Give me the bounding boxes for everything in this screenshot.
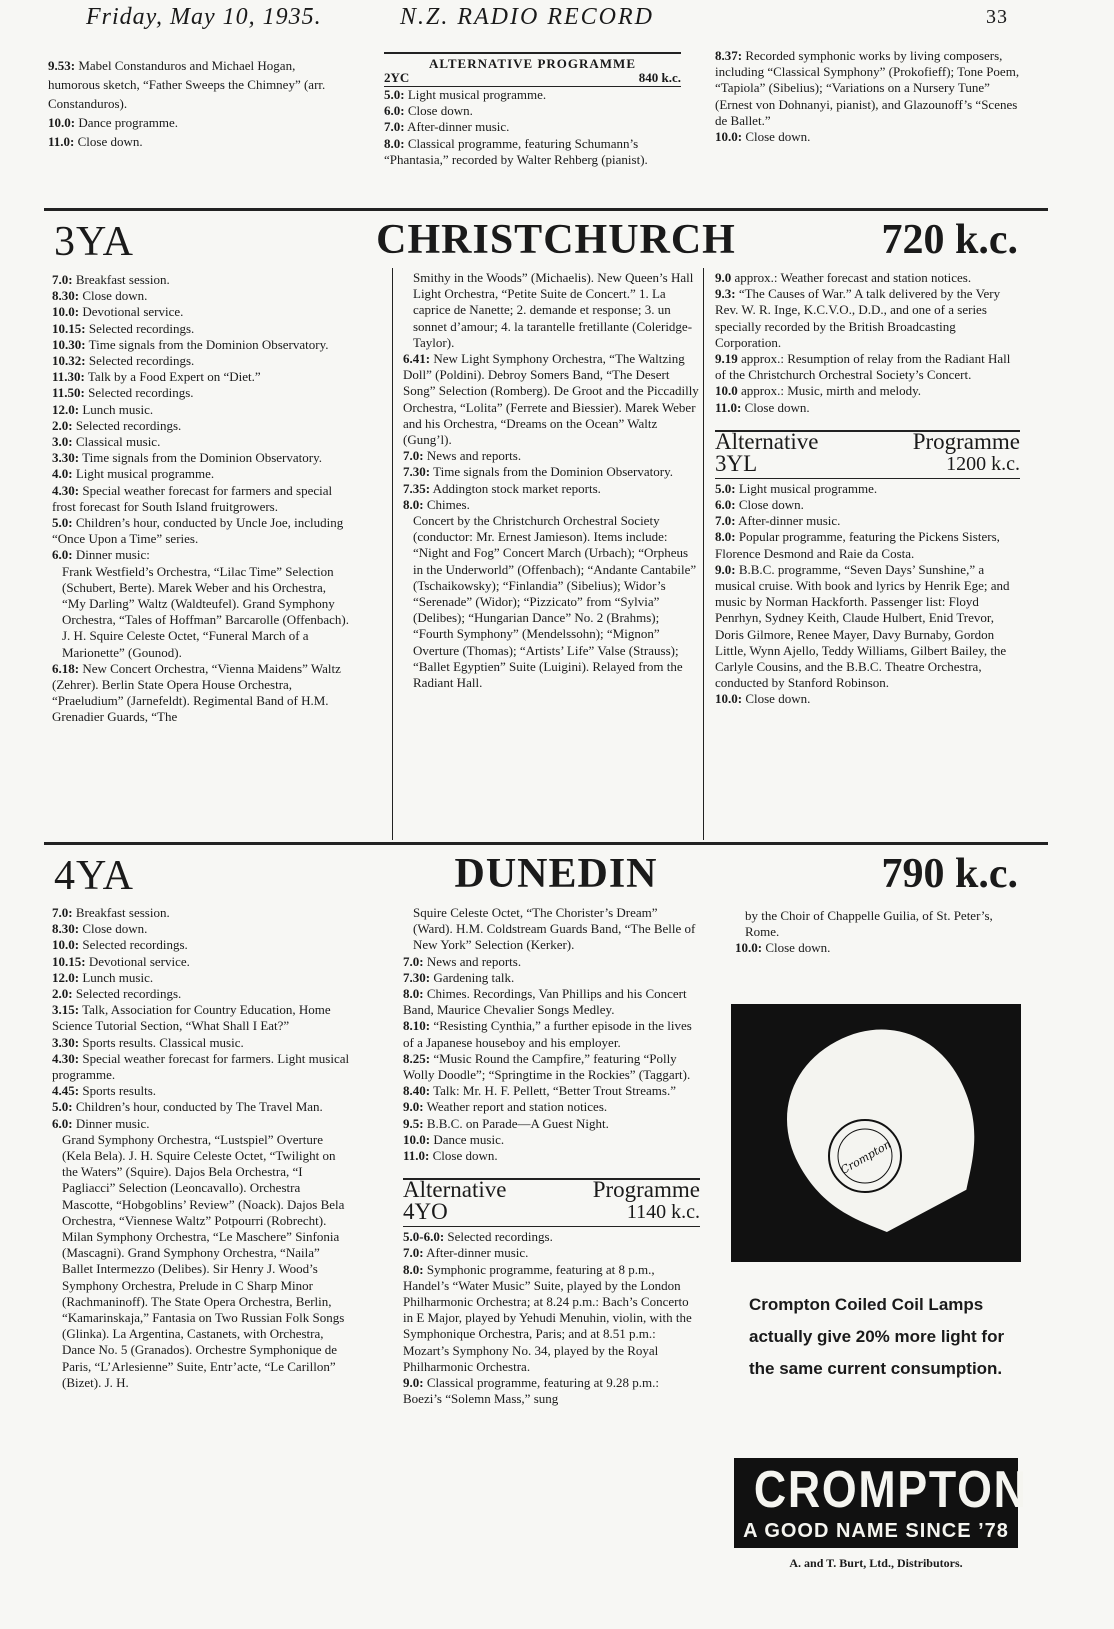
entry-text: News and reports. bbox=[426, 953, 522, 969]
programme-entry bbox=[52, 661, 352, 726]
entry-text: Popular programme, featuring the Pickens Sisters, Florence Desmond and Raie da Costa. bbox=[715, 529, 1000, 561]
entry-text: “Music Round the Campfire,” featuring “Polly Wolly Doodle”; “Springtime in the Rockies” (Taggart). bbox=[403, 1050, 691, 1083]
programme-entry bbox=[715, 129, 1020, 145]
entry-text: Dinner music: bbox=[75, 547, 150, 563]
entry-time: 3.30: bbox=[52, 1034, 80, 1050]
entry-text: Dinner music. bbox=[75, 1115, 150, 1131]
4ya-col1 bbox=[52, 905, 352, 1391]
alt-2yc-station: 2YC bbox=[384, 70, 410, 85]
entry-time: 5.0-6.0: bbox=[403, 1229, 445, 1245]
programme-entry bbox=[52, 547, 352, 563]
entry-text: Light musical programme. bbox=[738, 480, 878, 496]
entry-time: 10.32: bbox=[52, 353, 86, 369]
entry-time: 7.30: bbox=[403, 464, 431, 480]
programme-entry bbox=[715, 529, 1020, 561]
entry-text: Close down. bbox=[738, 497, 804, 513]
entry-time: 8.0: bbox=[403, 986, 424, 1002]
alt-3yl-entries bbox=[715, 478, 1020, 708]
entry-text: Selected recordings. bbox=[82, 937, 188, 953]
entry-text: Special weather forecast for farmers. Light musical programme. bbox=[52, 1050, 350, 1083]
entry-text: After-dinner music. bbox=[426, 1245, 529, 1261]
entry-text: approx.: Music, mirth and melody. bbox=[741, 383, 922, 399]
entry-time: 8.0: bbox=[384, 135, 405, 151]
entry-text: New Concert Orchestra, “Vienna Maidens” Waltz (Zehrer). Berlin State Opera House Orchestra, “Praeludium” (Jarnefeldt). Regimental Band of H.M. Grenadier Guards, “The bbox=[52, 660, 341, 725]
programme-entry bbox=[52, 385, 352, 401]
programme-entry bbox=[715, 691, 1020, 707]
entry-time: 10.0 bbox=[715, 383, 738, 399]
section-3ya-head bbox=[44, 216, 1048, 268]
programme-entry bbox=[52, 272, 352, 288]
col-divider-3ya-a bbox=[392, 268, 393, 840]
entry-text: Talk: Mr. H. F. Pellett, “Better Trout Streams.” bbox=[433, 1083, 676, 1099]
entry-time: 8.0: bbox=[715, 529, 736, 545]
entry-time: 10.0: bbox=[48, 115, 76, 130]
entry-time: 11.0: bbox=[403, 1148, 430, 1164]
programme-entry bbox=[52, 353, 352, 369]
entry-text: Smithy in the Woods” (Michaelis). New Queen’s Hall Light Orchestra, “Petite Suite de Concert.” 1. La caprice de Nanette; 2. demande et response; 3. un sonnet d’amour; 4. la tarantelle fretillante (Coleridge-Taylor). bbox=[413, 270, 694, 350]
programme-entry bbox=[715, 497, 1020, 513]
entry-time: 6.0: bbox=[384, 103, 405, 119]
programme-entry bbox=[52, 337, 352, 353]
entry-text: Time signals from the Dominion Observatory. bbox=[82, 450, 322, 466]
entry-text: Close down. bbox=[744, 399, 810, 415]
programme-entry bbox=[403, 1262, 700, 1375]
entry-time: 8.37: bbox=[715, 48, 743, 63]
programme-entry bbox=[403, 1083, 700, 1099]
entry-time: 6.0: bbox=[715, 497, 736, 513]
programme-entry bbox=[715, 270, 1020, 286]
alt-4yo-entries bbox=[403, 1226, 700, 1407]
entry-time: 7.0: bbox=[403, 448, 424, 464]
3ya-col3-entries bbox=[715, 270, 1020, 416]
entry-time: 9.0: bbox=[715, 561, 736, 577]
ad-slogan: A GOOD NAME SINCE ’78 bbox=[743, 1520, 1009, 1542]
entry-text: News and reports. bbox=[426, 448, 522, 464]
programme-entry bbox=[403, 1132, 700, 1148]
entry-text: Recorded symphonic works by living composers, including “Classical Symphony” (Prokofieff); Tone Poem, “Tapiola” (Sibelius); “Variations on a Nursery Tune” (Ernest von Dohnanyi, pianist), and Glazounoff’s “Scenes de Ballet.” bbox=[715, 48, 1020, 128]
entry-text: “Resisting Cynthia,” a further episode in the lives of a Japanese houseboy and his employer. bbox=[403, 1018, 692, 1050]
programme-entry bbox=[52, 321, 352, 337]
programme-entry bbox=[403, 1148, 700, 1164]
entry-text: by the Choir of Chappelle Guilia, of St. Peter’s, Rome. bbox=[745, 908, 993, 940]
entry-text: Selected recordings. bbox=[88, 385, 194, 401]
entry-time: 4.45: bbox=[52, 1083, 80, 1099]
programme-entry bbox=[715, 383, 1020, 399]
programme-entry bbox=[52, 1002, 352, 1034]
entry-text: Close down. bbox=[745, 129, 811, 145]
entry-time: 4.0: bbox=[52, 466, 73, 482]
issue-date: Friday, May 10, 1935. bbox=[86, 4, 322, 30]
entry-text: Close down. bbox=[82, 921, 148, 937]
ad-brand-name: CROMPTON bbox=[753, 1461, 1028, 1519]
entry-time: 5.0: bbox=[52, 515, 73, 531]
programme-entry bbox=[52, 450, 352, 466]
entry-time: 7.0: bbox=[384, 119, 405, 135]
entry-time: 10.15: bbox=[52, 953, 86, 969]
alt-2yc-title: ALTERNATIVE PROGRAMME bbox=[384, 52, 681, 72]
entry-time: 5.0: bbox=[715, 480, 736, 496]
entry-time: 9.5: bbox=[403, 1115, 424, 1131]
entry-time: 10.0: bbox=[735, 940, 763, 956]
entry-text: Close down. bbox=[765, 940, 831, 956]
4ya-col3 bbox=[735, 908, 1025, 957]
entry-time: 4.30: bbox=[52, 482, 80, 498]
entry-time: 7.35: bbox=[403, 480, 431, 496]
entry-time: 8.10: bbox=[403, 1018, 431, 1034]
programme-entry bbox=[403, 1099, 700, 1115]
programme-entry bbox=[403, 1229, 700, 1245]
alt-3yl-head bbox=[715, 430, 1020, 478]
programme-entry bbox=[48, 113, 350, 132]
entry-text: Breakfast session. bbox=[75, 905, 170, 920]
programme-entry bbox=[403, 1051, 700, 1083]
programme-entry bbox=[52, 402, 352, 418]
entry-time: 7.0: bbox=[403, 953, 424, 969]
entry-time: 9.3: bbox=[715, 286, 736, 302]
alt-2yc-entries bbox=[384, 86, 681, 168]
programme-entry bbox=[403, 954, 700, 970]
entry-text: “The Causes of War.” A talk delivered by the Very Rev. W. R. Inge, K.C.V.O., D.D., and one of a series specially recorded by the British Broadcasting Corporation. bbox=[715, 286, 1001, 350]
entry-time: 5.0: bbox=[384, 87, 405, 102]
entry-time: 9.53: bbox=[48, 58, 76, 73]
programme-entry bbox=[715, 351, 1020, 383]
programme-entry bbox=[384, 119, 681, 135]
programme-entry bbox=[403, 513, 700, 691]
entry-text: Classical programme, featuring Schumann’s “Phantasia,” recorded by Walter Rehberg (pianist). bbox=[384, 135, 648, 167]
section-rule-4ya bbox=[44, 842, 1048, 845]
entry-time: 6.0: bbox=[52, 1115, 73, 1131]
programme-entry bbox=[403, 448, 700, 464]
station-city-christchurch: CHRISTCHURCH bbox=[376, 217, 736, 263]
programme-entry bbox=[52, 515, 352, 547]
alt-2yc-freq: 840 k.c. bbox=[638, 70, 681, 85]
programme-entry bbox=[715, 48, 1020, 129]
programme-entry bbox=[48, 56, 350, 113]
ad-tagline: Crompton Coiled Coil Lamps actually give 20% more light for the same current consumption. bbox=[749, 1295, 1005, 1378]
programme-entry bbox=[52, 1051, 352, 1083]
entry-text: Selected recordings. bbox=[447, 1229, 553, 1245]
entry-text: Grand Symphony Orchestra, “Lustspiel” Overture (Kela Bela). J. H. Squire Celeste Octet, “Twilight on the Waters” (Squire). Dajos Bela Orchestra, “I Pagliacci” Selection (Leoncavallo). Orchestra Mascotte, “Hobgoblins’ Review” (Noack). Dajos Bela Orchestra, “Viennese Waltz” Potpourri (Robrecht). Milan Symphony Orchestra, “Le Maschere” Sinfonia (Mascagni). Grand Symphony Orchestra, “Naila” Ballet Intermezzo (Delibes). Sir Henry J. Wood’s Symphony Orchestra, Prelude in C Sharp Minor (Rachmaninoff). The State Opera Orchestra, Berlin, “Kamarinskaja,” Fantasia on Two Russian Folk Songs (Glinka). La Argentina, Castanets, with Orchestra, Dance No. 5 (Granados). Orchestre Symphonique de Paris, “L’Arlesienne” Suite, Entr’acte, “Le Carillon” (Bizet). J. H. bbox=[62, 1131, 345, 1390]
entry-text: Devotional service. bbox=[88, 953, 190, 969]
entry-text: Selected recordings. bbox=[75, 417, 182, 433]
programme-entry bbox=[52, 954, 352, 970]
programme-entry bbox=[52, 483, 352, 515]
entry-time: 9.0 bbox=[715, 270, 732, 285]
crompton-advertisement bbox=[731, 1004, 1028, 1581]
programme-entry bbox=[403, 270, 700, 351]
programme-entry bbox=[52, 937, 352, 953]
entry-text: After-dinner music. bbox=[407, 119, 510, 135]
station-freq-4ya: 790 k.c. bbox=[881, 851, 1018, 897]
entry-time: 3.30: bbox=[52, 450, 80, 466]
programme-entry bbox=[403, 1375, 700, 1407]
programme-entry bbox=[715, 481, 1020, 497]
entry-time: 2.0: bbox=[52, 417, 73, 433]
page-number: 33 bbox=[986, 6, 1008, 28]
entry-time: 6.18: bbox=[52, 660, 80, 676]
entry-text: Close down. bbox=[745, 691, 811, 707]
programme-entry bbox=[52, 466, 352, 482]
entry-text: Classical music. bbox=[75, 434, 161, 450]
programme-entry bbox=[403, 1245, 700, 1261]
entry-time: 8.0: bbox=[403, 1261, 424, 1277]
station-call-3ya: 3YA bbox=[54, 219, 135, 265]
entry-text: Close down. bbox=[82, 288, 148, 304]
entry-text: Symphonic programme, featuring at 8 p.m., Handel’s “Water Music” Suite, played by the London Philharmonic Orchestra; at 8.24 p.m.: Bach’s Concerto in E Major, played by Yehudi Menuhin, violin, with the Symphonique Orchestra, Paris; and at 8.51 p.m.: Mozart’s Symphony No. 34, played by the Royal Philharmonic Orchestra. bbox=[403, 1261, 692, 1374]
programme-entry bbox=[52, 434, 352, 450]
entry-time: 10.0: bbox=[715, 691, 743, 707]
programme-entry bbox=[52, 986, 352, 1002]
entry-text: Time signals from the Dominion Observatory. bbox=[88, 336, 329, 352]
entry-text: Close down. bbox=[432, 1148, 498, 1164]
entry-time: 11.0: bbox=[48, 134, 75, 149]
entry-text: Sports results. bbox=[82, 1083, 157, 1099]
programme-entry bbox=[403, 905, 700, 954]
programme-entry bbox=[403, 464, 700, 480]
programme-entry bbox=[384, 136, 681, 168]
entry-time: 8.40: bbox=[403, 1083, 431, 1099]
alt-4yo-head bbox=[403, 1178, 700, 1226]
alt-3yl-freq: 1200 k.c. bbox=[946, 452, 1020, 475]
masthead: N.Z. RADIO RECORD bbox=[400, 4, 654, 30]
programme-entry bbox=[52, 1083, 352, 1099]
section-4ya-head bbox=[44, 850, 1048, 902]
entry-text: Frank Westfield’s Orchestra, “Lilac Time” Selection (Schubert, Berte). Marek Weber and his Orchestra, “My Darling” Waltz (Waldteufel). Grand Symphony Orchestra, “Tales of Hoffman” Barcarolle (Offenbach). J. H. Squire Celeste Octet, “Funeral March of a Marionette” (Gounod). bbox=[62, 563, 349, 660]
entry-time: 10.0: bbox=[403, 1131, 431, 1147]
programme-entry bbox=[715, 400, 1020, 416]
entry-time: 2.0: bbox=[52, 986, 73, 1002]
entry-time: 7.0: bbox=[52, 905, 73, 920]
entry-time: 9.19 bbox=[715, 351, 738, 367]
alt-4yo-label: Alternative bbox=[403, 1177, 507, 1203]
entry-time: 8.30: bbox=[52, 288, 80, 304]
4ya-col2-entries bbox=[403, 905, 700, 1164]
entry-time: 10.0: bbox=[52, 304, 80, 320]
entry-text: Dance programme. bbox=[78, 115, 178, 130]
top-col3 bbox=[715, 48, 1020, 145]
programme-entry bbox=[403, 986, 700, 1018]
page-header bbox=[0, 4, 1114, 34]
alt-3yl-label2: Programme bbox=[912, 428, 1020, 454]
programme-entry bbox=[48, 132, 350, 151]
3ya-col1 bbox=[52, 272, 352, 726]
entry-time: 8.0: bbox=[403, 496, 424, 512]
programme-entry bbox=[52, 369, 352, 385]
programme-entry bbox=[52, 304, 352, 320]
programme-entry bbox=[384, 103, 681, 119]
entry-text: approx.: Weather forecast and station notices. bbox=[734, 270, 972, 285]
entry-time: 10.15: bbox=[52, 320, 86, 336]
entry-text: Close down. bbox=[407, 103, 473, 119]
entry-text: Weather report and station notices. bbox=[426, 1099, 608, 1115]
entry-time: 12.0: bbox=[52, 401, 80, 417]
programme-entry bbox=[715, 562, 1020, 692]
entry-time: 11.30: bbox=[52, 369, 85, 385]
entry-time: 3.15: bbox=[52, 1002, 80, 1018]
4ya-col2 bbox=[403, 905, 700, 1407]
station-call-4ya: 4YA bbox=[54, 853, 135, 899]
programme-entry bbox=[403, 351, 700, 448]
entry-time: 10.0: bbox=[52, 937, 80, 953]
entry-text: Children’s hour, conducted by The Travel Man. bbox=[75, 1099, 323, 1115]
entry-time: 10.0: bbox=[715, 129, 743, 145]
entry-time: 7.0: bbox=[52, 272, 73, 287]
programme-entry bbox=[403, 481, 700, 497]
programme-entry bbox=[735, 908, 1025, 940]
top-col1 bbox=[48, 56, 350, 151]
ad-brand-block bbox=[734, 1458, 1028, 1548]
entry-time: 4.30: bbox=[52, 1050, 80, 1066]
entry-time: 9.0: bbox=[403, 1375, 424, 1391]
programme-entry bbox=[384, 87, 681, 103]
programme-entry bbox=[403, 970, 700, 986]
programme-entry bbox=[715, 513, 1020, 529]
entry-text: Special weather forecast for farmers and special frost forecast for South Island fruitgrowers. bbox=[52, 482, 333, 514]
programme-entry bbox=[52, 1116, 352, 1132]
programme-entry bbox=[735, 940, 1025, 956]
entry-text: Chimes. Recordings, Van Phillips and his Concert Band, Maurice Chevalier Songs Medley. bbox=[403, 986, 687, 1018]
ad-distributors: A. and T. Burt, Ltd., Distributors. bbox=[789, 1556, 963, 1570]
entry-text: B.B.C. programme, “Seven Days’ Sunshine,” a musical cruise. With book and lyrics by Henrik Ege; and music by Norman Hackforth. Passenger list: Floyd Penrhyn, Sydney Keith, Claude Hulbert, Enid Trevor, Doris Gilmore, Renee Mayer, Davy Burnaby, Gordon Little, Wynn Ajello, Teddy Williams, Gilbert Bailey, the Carlyle Cousins, and the B.B.C. Theatre Orchestra, conducted by Stanford Robinson. bbox=[715, 561, 1010, 691]
col-divider-3ya-b bbox=[703, 268, 704, 840]
entry-time: 3.0: bbox=[52, 434, 73, 450]
entry-text: Mabel Constanduros and Michael Hogan, humorous sketch, “Father Sweeps the Chimney” (arr. Constanduros). bbox=[48, 58, 326, 111]
station-city-dunedin: DUNEDIN bbox=[454, 851, 658, 897]
alt-2yc-head bbox=[384, 52, 681, 86]
entry-text: Selected recordings. bbox=[88, 353, 195, 369]
entry-text: approx.: Resumption of relay from the Radiant Hall of the Christchurch Orchestral Society’s Concert. bbox=[715, 351, 1011, 383]
alt-3yl-label: Alternative bbox=[715, 428, 819, 454]
programme-entry bbox=[52, 418, 352, 434]
lamp-bulb-illustration bbox=[787, 1022, 977, 1232]
station-freq-3ya: 720 k.c. bbox=[881, 217, 1018, 263]
entry-text: Classical programme, featuring at 9.28 p.m.: Boezi’s “Solemn Mass,” sung bbox=[403, 1375, 659, 1407]
programme-entry bbox=[52, 905, 352, 921]
programme-entry bbox=[403, 497, 700, 513]
programme-entry bbox=[52, 288, 352, 304]
entry-text: New Light Symphony Orchestra, “The Waltzing Doll” (Poldini). Debroy Somers Band, “The Desert Song” Selection (Romberg). De Groot and the Piccadilly Orchestra, “Lolita” (Ferrete and Biessier). Marek Weber and his Orchestra, “Dreams on the Ocean” Waltz (Gung’l). bbox=[403, 351, 699, 448]
programme-entry bbox=[52, 1132, 352, 1391]
alt-2yc bbox=[384, 52, 681, 168]
entry-text: Talk, Association for Country Education, Home Science Tutorial Section, “What Shall I Eat?” bbox=[52, 1002, 331, 1034]
alt-3yl-station: 3YL bbox=[715, 450, 758, 476]
entry-text: Children’s hour, conducted by Uncle Joe, including “Once Upon a Time” series. bbox=[52, 515, 344, 547]
entry-time: 7.0: bbox=[715, 513, 736, 529]
entry-text: Concert by the Christchurch Orchestral Society (conductor: Mr. Ernest Jamieson). Items include: “Night and Fog” Concert March (Urbach); “Orpheus in the Underworld” (Offenbach); “Andante Cantabile” (Tschaikowsky); “Finlandia” (Sibelius); Widor’s “Serenade” (Widor); “Pizzicato” from “Sylvia” (Delibes); “Hungarian Dance” No. 2 (Brahms); “Fourth Symphony” (Mendelssohn); “Mignon” Overture (Thomas); “Artists’ Life” Valse (Strauss); “Ballet Egyptien” Suite (Luigini). Relayed from the Radiant Hall. bbox=[413, 513, 697, 691]
entry-text: After-dinner music. bbox=[738, 513, 841, 529]
entry-text: Selected recordings. bbox=[75, 986, 182, 1002]
entry-text: Lunch music. bbox=[82, 401, 154, 417]
entry-text: Sports results. Classical music. bbox=[82, 1034, 244, 1050]
entry-time: 11.50: bbox=[52, 385, 85, 401]
alt-4yo-station: 4YO bbox=[403, 1199, 448, 1225]
entry-time: 10.30: bbox=[52, 336, 86, 352]
programme-entry bbox=[52, 1035, 352, 1051]
entry-time: 8.25: bbox=[403, 1050, 431, 1066]
entry-text: Chimes. bbox=[426, 496, 470, 512]
entry-time: 5.0: bbox=[52, 1099, 73, 1115]
programme-entry bbox=[52, 970, 352, 986]
entry-time: 12.0: bbox=[52, 969, 80, 985]
entry-text: Addington stock market reports. bbox=[432, 480, 601, 496]
entry-time: 8.30: bbox=[52, 921, 80, 937]
entry-time: 11.0: bbox=[715, 399, 742, 415]
entry-text: Devotional service. bbox=[82, 304, 184, 320]
entry-time: 6.41: bbox=[403, 351, 431, 367]
entry-text: Time signals from the Dominion Observatory. bbox=[433, 464, 673, 480]
entry-text: B.B.C. on Parade—A Guest Night. bbox=[426, 1115, 609, 1131]
programme-entry bbox=[52, 1099, 352, 1115]
svg-text:Crompton: Crompton bbox=[838, 1137, 894, 1177]
entry-text: Breakfast session. bbox=[75, 272, 170, 287]
entry-text: Close down. bbox=[77, 134, 143, 149]
3ya-col2 bbox=[403, 270, 700, 691]
programme-entry bbox=[403, 1116, 700, 1132]
section-rule-3ya bbox=[44, 208, 1048, 211]
programme-entry bbox=[52, 564, 352, 661]
programme-entry bbox=[52, 921, 352, 937]
entry-time: 9.0: bbox=[403, 1099, 424, 1115]
programme-entry bbox=[403, 1018, 700, 1050]
entry-time: 7.0: bbox=[403, 1245, 424, 1261]
3ya-col3 bbox=[715, 270, 1020, 708]
entry-text: Light musical programme. bbox=[75, 466, 215, 482]
programme-entry bbox=[715, 286, 1020, 351]
entry-text: Gardening talk. bbox=[433, 969, 515, 985]
entry-text: Lunch music. bbox=[82, 969, 154, 985]
entry-time: 6.0: bbox=[52, 547, 73, 563]
entry-text: Squire Celeste Octet, “The Chorister’s Dream” (Ward). H.M. Coldstream Guards Band, “The Belle of New York” Selection (Kerker). bbox=[413, 905, 696, 953]
entry-text: Light musical programme. bbox=[407, 87, 547, 102]
entry-text: Talk by a Food Expert on “Diet.” bbox=[87, 369, 261, 385]
alt-4yo-label2: Programme bbox=[592, 1177, 700, 1203]
alt-4yo-freq: 1140 k.c. bbox=[626, 1201, 700, 1224]
entry-time: 7.30: bbox=[403, 969, 431, 985]
entry-text: Selected recordings. bbox=[88, 320, 195, 336]
entry-text: Dance music. bbox=[433, 1131, 505, 1147]
